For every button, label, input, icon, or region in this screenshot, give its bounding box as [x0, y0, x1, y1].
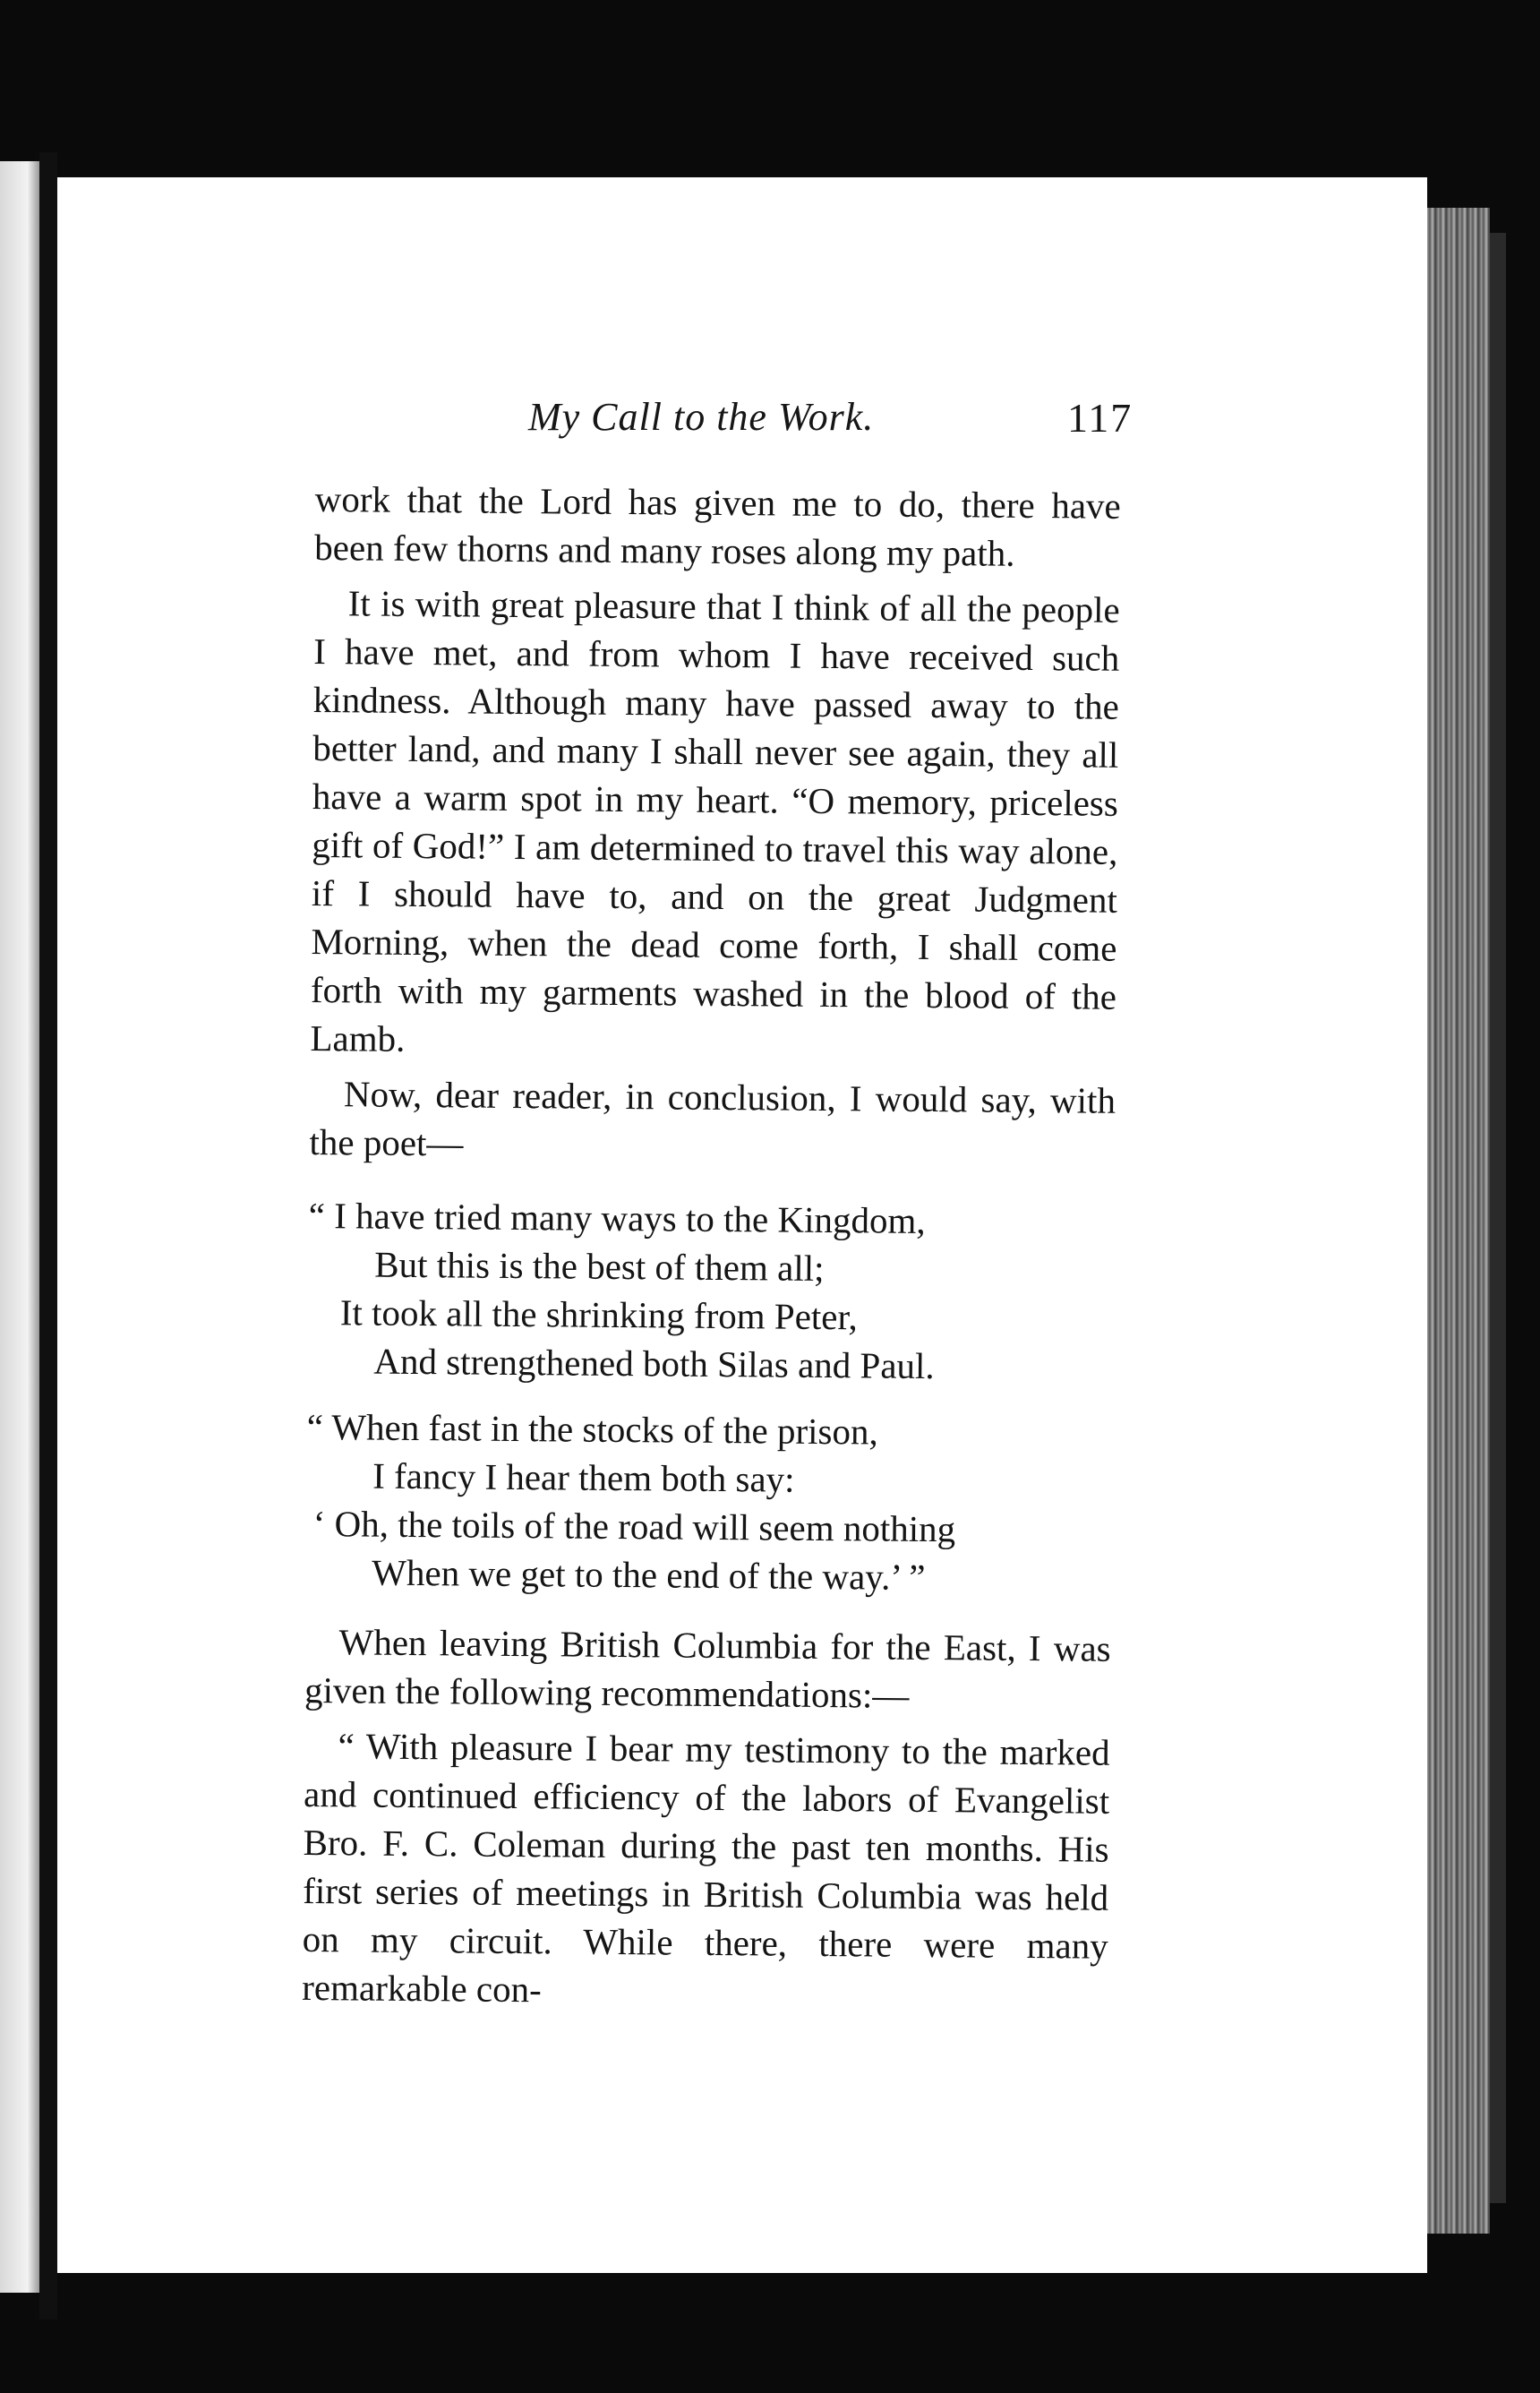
paragraph-testimony: “ With pleasure I bear my testimony to the marked and continued efficiency of the labors of Evangelist Bro. F. C. Coleman during the past ten months. His first series of meetings in British Columbia was held on my circuit. While there, there were many remarkable con-: [302, 1725, 1110, 2011]
paragraph-memories: It is with great pleasure that I think of all the people I have met, and from whom I have received such kindness. Although many have passed away to the better land, and many I shall never see again, they all have a warm spot in my heart. “O memory, priceless gift of God!” I am determined to travel this way alone, if I should have to, and on the great Judgment Morning, when the dead come forth, I shall come forth with my garments washed in the blood of the Lamb.: [310, 582, 1120, 1059]
page-edges: [1427, 208, 1490, 2234]
book-gutter: [39, 152, 57, 2320]
poem-line: “ When fast in the stocks of the prison,: [306, 1405, 878, 1453]
poem-stanza-1: [307, 1191, 1115, 1392]
poem-line: But this is the best of them all;: [374, 1243, 825, 1289]
paragraph-conclusion: Now, dear reader, in conclusion, I would say, with the poet—: [309, 1073, 1116, 1164]
paragraph-recommendations: When leaving British Columbia for the East, I was given the following recommendations:—: [304, 1621, 1111, 1716]
poem: [305, 1191, 1115, 1603]
page-edges-shadow: [1490, 233, 1506, 2203]
page-number: 117: [1067, 395, 1134, 441]
facing-page-edge: [0, 161, 39, 2293]
poem-line: I fancy I hear them both say:: [372, 1454, 795, 1500]
poem-stanza-2: [305, 1402, 1113, 1603]
poem-line: When we get to the end of the way.’ ”: [372, 1551, 926, 1598]
poem-line: It took all the shrinking from Peter,: [339, 1291, 858, 1338]
poem-line: “ I have tried many ways to the Kingdom,: [308, 1194, 926, 1241]
running-header: My Call to the Work.: [528, 395, 875, 439]
paragraph-continued: work that the Lord has given me to do, there have been few thorns and many roses along my path.: [314, 477, 1121, 574]
poem-line: ‘ Oh, the toils of the road will seem nothing: [312, 1503, 956, 1550]
poem-line: And strengthened both Silas and Paul.: [373, 1340, 935, 1387]
body-text: [302, 475, 1121, 2026]
